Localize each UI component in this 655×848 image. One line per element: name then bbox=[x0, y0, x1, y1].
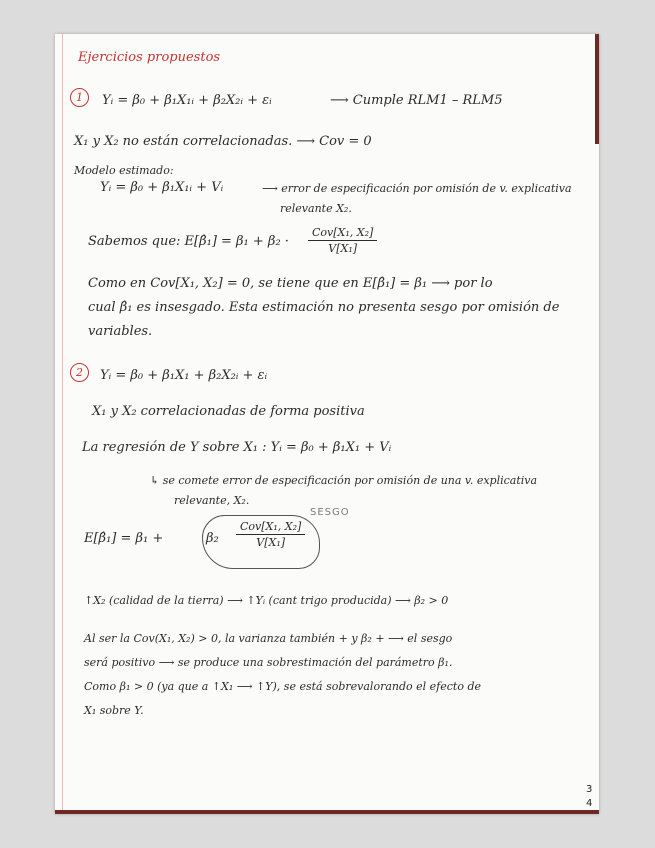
ex2-model: Yᵢ = β₀ + β₁X₁ + β₂X₂ᵢ + εᵢ bbox=[100, 368, 268, 383]
exercise-number-2: 2 bbox=[70, 363, 89, 382]
ex2-fraction bbox=[236, 520, 305, 549]
ex1-fraction-denominator: V[X₁] bbox=[328, 242, 358, 255]
ex1-sabemos: Sabemos que: E[β̂₁] = β₁ + β₂ · bbox=[88, 234, 289, 249]
ex1-estimated-label: Modelo estimado: bbox=[74, 164, 174, 177]
ex1-conclusion-line-2: cual β̂₁ es insesgado. Esta estimación no presenta sesgo por omisión de bbox=[88, 300, 560, 315]
ex1-fraction bbox=[308, 226, 377, 255]
page-number-3: 3 bbox=[586, 784, 593, 795]
ex2-error-line-2: relevante, X₂. bbox=[174, 494, 250, 507]
ex1-model: Yᵢ = β₀ + β₁X₁ᵢ + β₂X₂ᵢ + εᵢ bbox=[102, 93, 272, 108]
ex2-fraction-denominator: V[X₁] bbox=[256, 536, 286, 549]
page-title: Ejercicios propuestos bbox=[78, 50, 221, 65]
ex2-causal-line: ↑X₂ (calidad de la tierra) ⟶ ↑Yᵢ (cant trigo producida) ⟶ β₂ > 0 bbox=[84, 594, 449, 607]
ex1-model-note: ⟶ Cumple RLM1 – RLM5 bbox=[330, 93, 503, 108]
ex2-premise: X₁ y X₂ correlacionadas de forma positiva bbox=[92, 404, 365, 419]
sesgo-label: SESGO bbox=[310, 507, 350, 518]
ex2-conclusion-line-1: Al ser la Cov(X₁, X₂) > 0, la varianza también + y β₂ + ⟶ el sesgo bbox=[84, 632, 453, 645]
ex2-regression: La regresión de Y sobre X₁ : Yᵢ = β₀ + β₁X₁ + Vᵢ bbox=[82, 440, 392, 455]
page-edge-right bbox=[595, 34, 599, 144]
ex2-beta2: β₂ bbox=[206, 531, 219, 546]
notebook-page bbox=[55, 34, 599, 814]
page-edge-bottom bbox=[55, 810, 599, 814]
ex2-fraction-numerator: Cov[X₁, X₂] bbox=[236, 520, 305, 535]
ex2-conclusion-line-3: Como β₁ > 0 (ya que a ↑X₁ ⟶ ↑Y), se está sobrevalorando el efecto de bbox=[84, 680, 481, 693]
ex1-fraction-numerator: Cov[X₁, X₂] bbox=[308, 226, 377, 241]
exercise-number-1: 1 bbox=[70, 88, 89, 107]
ex1-error-note-2: relevante X₂. bbox=[280, 202, 352, 215]
ex1-conclusion-line-3: variables. bbox=[88, 324, 153, 339]
ex1-conclusion-line-1: Como en Cov[X₁, X₂] = 0, se tiene que en E[β̂₁] = β₁ ⟶ por lo bbox=[88, 276, 493, 291]
ex1-estimated-model: Yᵢ = β₀ + β₁X₁ᵢ + Vᵢ bbox=[100, 180, 224, 195]
ex2-expectation: E[β̂₁] = β₁ + bbox=[84, 531, 164, 546]
ex2-conclusion-line-4: X₁ sobre Y. bbox=[84, 704, 144, 717]
ex1-premise: X₁ y X₂ no están correlacionadas. ⟶ Cov = 0 bbox=[74, 134, 372, 149]
ex1-error-note: ⟶ error de especificación por omisión de v. explicativa bbox=[262, 182, 572, 195]
ex2-error-line-1: ↳ se comete error de especificación por omisión de una v. explicativa bbox=[150, 474, 538, 487]
margin-line bbox=[62, 34, 63, 814]
page-number-4: 4 bbox=[586, 798, 593, 809]
ex2-conclusion-line-2: será positivo ⟶ se produce una sobrestimación del parámetro β₁. bbox=[84, 656, 453, 669]
